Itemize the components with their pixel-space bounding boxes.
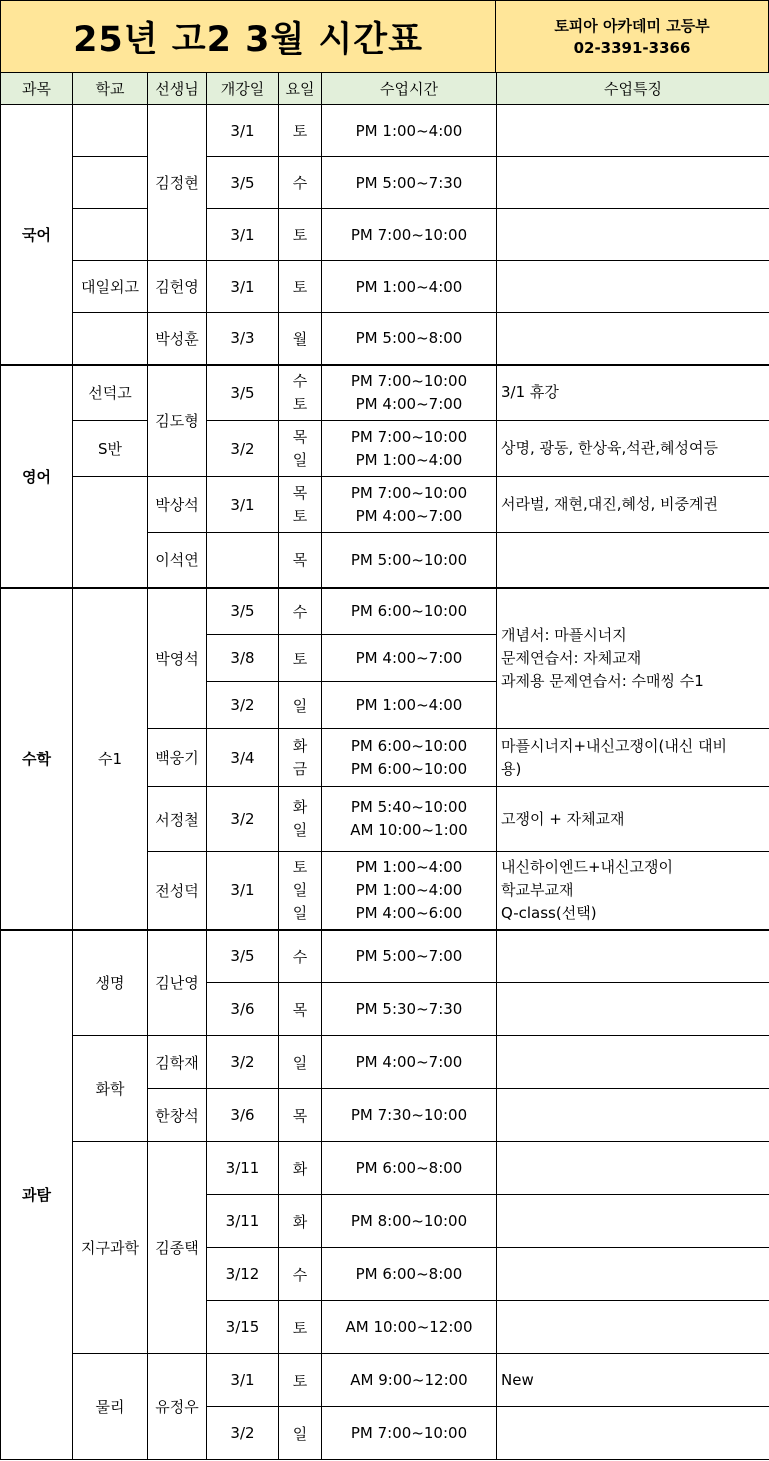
time-cell: PM 6:00~8:00 [322, 1248, 497, 1301]
col-features: 수업특징 [497, 73, 769, 105]
teacher-cell: 박영석 [148, 588, 207, 729]
subject-cell: 국어 [1, 105, 73, 365]
feature-cell [497, 1248, 769, 1301]
start-cell: 3/1 [207, 209, 279, 261]
day-cell: 토 [279, 1301, 322, 1354]
time-cell: PM 1:00~4:00 [322, 261, 497, 313]
teacher-cell: 김학재 [148, 1036, 207, 1089]
school-cell: 수1 [73, 588, 148, 930]
feature-cell [497, 105, 769, 157]
start-cell [207, 533, 279, 588]
start-cell: 3/5 [207, 930, 279, 983]
start-cell: 3/1 [207, 261, 279, 313]
table-row [1, 1142, 769, 1195]
day-cell: 목 일 [279, 421, 322, 477]
start-cell: 3/12 [207, 1248, 279, 1301]
feature-cell [497, 1195, 769, 1248]
feature-cell: 개념서: 마플시너지 문제연습서: 자체교재 과제용 문제연습서: 수매씽 수1 [497, 588, 769, 729]
day-cell: 목 [279, 983, 322, 1036]
feature-cell [497, 209, 769, 261]
feature-cell [497, 1407, 769, 1460]
day-cell: 수 [279, 588, 322, 635]
start-cell: 3/11 [207, 1142, 279, 1195]
start-cell: 3/2 [207, 1036, 279, 1089]
day-cell: 수 [279, 157, 322, 209]
table-row [1, 1036, 769, 1089]
teacher-cell: 전성덕 [148, 852, 207, 930]
time-cell: PM 4:00~7:00 [322, 1036, 497, 1089]
feature-cell: 고쟁이 + 자체교재 [497, 787, 769, 852]
start-cell: 3/6 [207, 983, 279, 1036]
feature-cell [497, 1142, 769, 1195]
time-cell: PM 8:00~10:00 [322, 1195, 497, 1248]
start-cell: 3/5 [207, 157, 279, 209]
time-cell: PM 7:00~10:00 [322, 209, 497, 261]
day-cell: 목 토 [279, 477, 322, 533]
table-row [1, 261, 769, 313]
time-cell: PM 1:00~4:00 PM 1:00~4:00 PM 4:00~6:00 [322, 852, 497, 930]
school-cell: 선덕고 [73, 365, 148, 421]
table-row [1, 157, 769, 209]
col-day: 요일 [279, 73, 322, 105]
time-cell: PM 6:00~8:00 [322, 1142, 497, 1195]
start-cell: 3/1 [207, 105, 279, 157]
academy-phone: 02-3391-3366 [573, 38, 691, 57]
feature-cell [497, 313, 769, 365]
day-cell: 화 금 [279, 729, 322, 787]
table-row [1, 930, 769, 983]
start-cell: 3/5 [207, 588, 279, 635]
school-cell: 화학 [73, 1036, 148, 1142]
time-cell: PM 7:00~10:00 PM 1:00~4:00 [322, 421, 497, 477]
table-row [1, 209, 769, 261]
school-cell: 지구과학 [73, 1142, 148, 1354]
feature-cell: 마플시너지+내신고쟁이(내신 대비 용) [497, 729, 769, 787]
day-cell: 일 [279, 1407, 322, 1460]
table-row [1, 421, 769, 477]
column-header-row [1, 73, 769, 105]
subject-cell: 영어 [1, 365, 73, 588]
col-school: 학교 [73, 73, 148, 105]
day-cell: 토 [279, 261, 322, 313]
time-cell: PM 1:00~4:00 [322, 682, 497, 729]
start-cell: 3/1 [207, 1354, 279, 1407]
time-cell: PM 7:30~10:00 [322, 1089, 497, 1142]
col-start-date: 개강일 [207, 73, 279, 105]
timetable [0, 72, 769, 1460]
feature-cell: 상명, 광동, 한상육,석관,혜성여등 [497, 421, 769, 477]
school-cell [73, 477, 148, 588]
day-cell: 월 [279, 313, 322, 365]
feature-cell [497, 533, 769, 588]
start-cell: 3/11 [207, 1195, 279, 1248]
school-cell: 생명 [73, 930, 148, 1036]
feature-cell [497, 983, 769, 1036]
day-cell: 목 [279, 533, 322, 588]
start-cell: 3/1 [207, 852, 279, 930]
col-class-time: 수업시간 [322, 73, 497, 105]
table-row [1, 477, 769, 533]
academy-info [496, 1, 768, 72]
day-cell: 토 일 일 [279, 852, 322, 930]
feature-cell [497, 1301, 769, 1354]
table-row [1, 365, 769, 421]
day-cell: 토 [279, 105, 322, 157]
school-cell [73, 105, 148, 157]
start-cell: 3/3 [207, 313, 279, 365]
day-cell: 화 일 [279, 787, 322, 852]
school-cell [73, 209, 148, 261]
table-row [1, 588, 769, 635]
teacher-cell: 박상석 [148, 477, 207, 533]
feature-cell [497, 1036, 769, 1089]
start-cell: 3/2 [207, 682, 279, 729]
teacher-cell: 한창석 [148, 1089, 207, 1142]
school-cell: 대일외고 [73, 261, 148, 313]
start-cell: 3/4 [207, 729, 279, 787]
day-cell: 일 [279, 682, 322, 729]
day-cell: 토 [279, 1354, 322, 1407]
teacher-cell: 박성훈 [148, 313, 207, 365]
school-cell [73, 313, 148, 365]
teacher-cell: 김종택 [148, 1142, 207, 1354]
academy-name: 토피아 아카데미 고등부 [554, 16, 710, 35]
school-cell: 물리 [73, 1354, 148, 1460]
day-cell: 수 [279, 930, 322, 983]
time-cell: PM 6:00~10:00 PM 6:00~10:00 [322, 729, 497, 787]
day-cell: 토 [279, 209, 322, 261]
day-cell: 목 [279, 1089, 322, 1142]
start-cell: 3/1 [207, 477, 279, 533]
time-cell: PM 5:00~7:30 [322, 157, 497, 209]
time-cell: AM 10:00~12:00 [322, 1301, 497, 1354]
feature-cell [497, 1089, 769, 1142]
subject-cell: 과탐 [1, 930, 73, 1460]
school-cell: S반 [73, 421, 148, 477]
feature-cell [497, 261, 769, 313]
time-cell: PM 7:00~10:00 PM 4:00~7:00 [322, 477, 497, 533]
teacher-cell: 유정우 [148, 1354, 207, 1460]
teacher-cell: 김난영 [148, 930, 207, 1036]
feature-cell: 내신하이엔드+내신고쟁이 학교부교재 Q-class(선택) [497, 852, 769, 930]
start-cell: 3/2 [207, 421, 279, 477]
start-cell: 3/2 [207, 1407, 279, 1460]
subject-cell: 수학 [1, 588, 73, 930]
time-cell: PM 7:00~10:00 [322, 1407, 497, 1460]
start-cell: 3/5 [207, 365, 279, 421]
time-cell: PM 5:00~10:00 [322, 533, 497, 588]
time-cell: PM 1:00~4:00 [322, 105, 497, 157]
feature-cell: 3/1 휴강 [497, 365, 769, 421]
table-row [1, 1354, 769, 1407]
time-cell: PM 5:00~7:00 [322, 930, 497, 983]
feature-cell: New [497, 1354, 769, 1407]
time-cell: PM 6:00~10:00 [322, 588, 497, 635]
day-cell: 수 [279, 1248, 322, 1301]
feature-cell [497, 930, 769, 983]
day-cell: 화 [279, 1195, 322, 1248]
day-cell: 화 [279, 1142, 322, 1195]
col-subject: 과목 [1, 73, 73, 105]
feature-cell: 서라벌, 재현,대진,혜성, 비중계권 [497, 477, 769, 533]
start-cell: 3/15 [207, 1301, 279, 1354]
time-cell: PM 7:00~10:00 PM 4:00~7:00 [322, 365, 497, 421]
teacher-cell: 김도형 [148, 365, 207, 477]
time-cell: PM 4:00~7:00 [322, 635, 497, 682]
teacher-cell: 서정철 [148, 787, 207, 852]
teacher-cell: 이석연 [148, 533, 207, 588]
school-cell [73, 157, 148, 209]
day-cell: 토 [279, 635, 322, 682]
start-cell: 3/8 [207, 635, 279, 682]
col-teacher: 선생님 [148, 73, 207, 105]
time-cell: PM 5:00~8:00 [322, 313, 497, 365]
timetable-header [0, 0, 769, 72]
time-cell: PM 5:40~10:00 AM 10:00~1:00 [322, 787, 497, 852]
day-cell: 일 [279, 1036, 322, 1089]
teacher-cell: 김정현 [148, 105, 207, 261]
teacher-cell: 김헌영 [148, 261, 207, 313]
table-row [1, 313, 769, 365]
day-cell: 수 토 [279, 365, 322, 421]
table-row [1, 105, 769, 157]
feature-cell [497, 157, 769, 209]
teacher-cell: 백웅기 [148, 729, 207, 787]
time-cell: PM 5:30~7:30 [322, 983, 497, 1036]
page-title: 25년 고2 3월 시간표 [1, 1, 496, 72]
start-cell: 3/2 [207, 787, 279, 852]
start-cell: 3/6 [207, 1089, 279, 1142]
time-cell: AM 9:00~12:00 [322, 1354, 497, 1407]
